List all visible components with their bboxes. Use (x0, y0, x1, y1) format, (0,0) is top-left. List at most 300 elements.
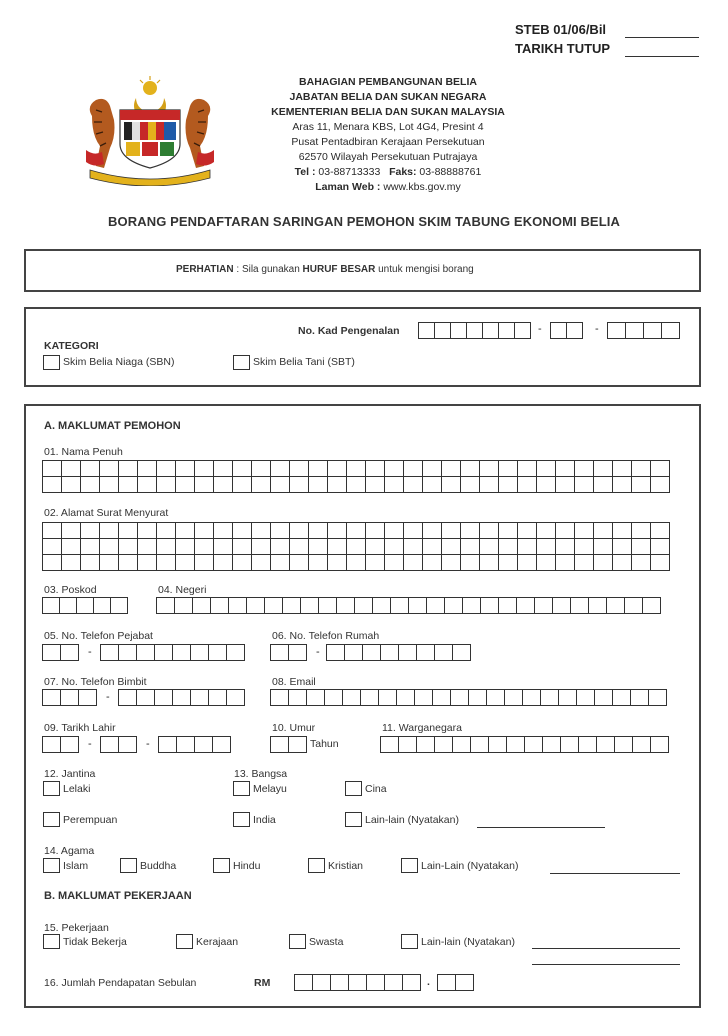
char-cell[interactable] (612, 476, 632, 493)
religion-other-label: Lain-Lain (Nyatakan) (421, 860, 519, 872)
char-cell[interactable] (441, 538, 461, 555)
char-cell[interactable] (99, 554, 119, 571)
char-cell[interactable] (536, 554, 556, 571)
char-cell[interactable] (650, 460, 670, 477)
char-cell[interactable] (289, 522, 309, 539)
religion-other-line[interactable] (550, 873, 680, 874)
char-cell[interactable] (650, 554, 670, 571)
christian-checkbox[interactable] (308, 858, 325, 873)
char-cell[interactable] (80, 476, 100, 493)
birth-date-label: 09. Tarikh Lahir (44, 722, 116, 734)
char-cell[interactable] (593, 554, 613, 571)
char-cell[interactable] (270, 554, 290, 571)
age-cells[interactable] (270, 736, 307, 753)
hindu-checkbox[interactable] (213, 858, 230, 873)
char-cell[interactable] (574, 538, 594, 555)
citizenship-cells[interactable] (380, 736, 669, 753)
islam-checkbox[interactable] (43, 858, 60, 873)
char-cell[interactable] (175, 476, 195, 493)
char-cell[interactable] (42, 476, 62, 493)
birth-day-cells[interactable] (42, 736, 79, 753)
char-cell[interactable] (308, 476, 328, 493)
char-cell[interactable] (441, 522, 461, 539)
char-cell[interactable] (574, 554, 594, 571)
char-cell[interactable] (612, 554, 632, 571)
char-cell[interactable] (327, 522, 347, 539)
char-cell[interactable] (264, 597, 283, 614)
unemployed-label: Tidak Bekerja (63, 936, 127, 948)
char-cell[interactable] (517, 476, 537, 493)
char-cell[interactable] (408, 597, 427, 614)
char-cell[interactable] (194, 538, 214, 555)
char-cell[interactable] (588, 597, 607, 614)
char-cell[interactable] (365, 476, 385, 493)
char-cell[interactable] (308, 460, 328, 477)
char-cell[interactable] (289, 460, 309, 477)
char-cell[interactable] (360, 689, 379, 706)
char-cell[interactable] (156, 460, 176, 477)
char-cell[interactable] (365, 554, 385, 571)
state-cells[interactable] (156, 597, 661, 614)
char-cell[interactable] (300, 597, 319, 614)
char-cell[interactable] (365, 538, 385, 555)
char-cell[interactable] (137, 554, 157, 571)
name-cells-row-2[interactable] (42, 476, 670, 493)
char-cell[interactable] (403, 476, 423, 493)
char-cell[interactable] (251, 522, 271, 539)
char-cell[interactable] (574, 522, 594, 539)
char-cell[interactable] (396, 689, 415, 706)
char-cell[interactable] (460, 460, 480, 477)
occupation-label: 15. Pekerjaan (44, 922, 109, 934)
char-cell[interactable] (232, 476, 252, 493)
char-cell[interactable] (80, 460, 100, 477)
char-cell[interactable] (156, 522, 176, 539)
char-cell[interactable] (517, 538, 537, 555)
char-cell[interactable] (336, 597, 355, 614)
char-cell[interactable] (555, 522, 575, 539)
char-cell[interactable] (422, 522, 442, 539)
fax-value: 03-88888761 (419, 166, 482, 178)
char-cell[interactable] (642, 597, 661, 614)
char-cell[interactable] (289, 538, 309, 555)
char-cell[interactable] (365, 460, 385, 477)
char-cell[interactable] (441, 460, 461, 477)
char-cell[interactable] (398, 736, 417, 753)
char-cell[interactable] (479, 460, 499, 477)
char-cell[interactable] (378, 689, 397, 706)
income-sen-cells[interactable] (437, 974, 474, 991)
char-cell[interactable] (365, 522, 385, 539)
char-cell[interactable] (175, 538, 195, 555)
tel-label: Tel : (294, 166, 316, 178)
char-cell[interactable] (432, 689, 451, 706)
char-cell[interactable] (175, 554, 195, 571)
char-cell[interactable] (346, 538, 366, 555)
address-cells-row-2[interactable] (42, 538, 670, 555)
char-cell[interactable] (118, 538, 138, 555)
char-cell[interactable] (648, 689, 667, 706)
char-cell[interactable] (422, 554, 442, 571)
office-phone-prefix-cells[interactable] (42, 644, 79, 661)
char-cell[interactable] (308, 538, 328, 555)
char-cell[interactable] (324, 689, 343, 706)
char-cell[interactable] (61, 538, 81, 555)
char-cell[interactable] (460, 538, 480, 555)
char-cell[interactable] (506, 736, 525, 753)
char-cell[interactable] (470, 736, 489, 753)
char-cell[interactable] (498, 554, 518, 571)
char-cell[interactable] (450, 689, 469, 706)
char-cell[interactable] (426, 597, 445, 614)
char-cell[interactable] (42, 554, 62, 571)
char-cell[interactable] (594, 689, 613, 706)
char-cell[interactable] (498, 538, 518, 555)
char-cell[interactable] (650, 538, 670, 555)
char-cell[interactable] (479, 538, 499, 555)
char-cell[interactable] (137, 460, 157, 477)
char-cell[interactable] (542, 736, 561, 753)
char-cell[interactable] (555, 460, 575, 477)
char-cell[interactable] (213, 554, 233, 571)
char-cell[interactable] (194, 460, 214, 477)
ref-number-line[interactable] (625, 37, 699, 38)
char-cell[interactable] (42, 460, 62, 477)
char-cell[interactable] (631, 522, 651, 539)
char-cell[interactable] (536, 538, 556, 555)
char-cell[interactable] (384, 554, 404, 571)
char-cell[interactable] (289, 476, 309, 493)
char-cell[interactable] (504, 689, 523, 706)
ic-part-1-cells[interactable] (418, 322, 531, 339)
char-cell[interactable] (118, 522, 138, 539)
char-cell[interactable] (342, 689, 361, 706)
char-cell[interactable] (403, 538, 423, 555)
char-cell[interactable] (624, 597, 643, 614)
race-other-line[interactable] (477, 827, 605, 828)
char-cell[interactable] (596, 736, 615, 753)
char-cell[interactable] (99, 538, 119, 555)
char-cell[interactable] (308, 522, 328, 539)
unemployed-checkbox[interactable] (43, 934, 60, 949)
birth-month-cells[interactable] (100, 736, 137, 753)
char-cell[interactable] (372, 597, 391, 614)
agency-line-4: Aras 11, Menara KBS, Lot 4G4, Presint 4 (292, 121, 484, 133)
agency-line-2: JABATAN BELIA DAN SUKAN NEGARA (289, 91, 487, 103)
char-cell[interactable] (137, 538, 157, 555)
occupation-other-checkbox[interactable] (401, 934, 418, 949)
char-cell[interactable] (632, 736, 651, 753)
char-cell[interactable] (327, 460, 347, 477)
char-cell[interactable] (251, 460, 271, 477)
char-cell[interactable] (498, 597, 517, 614)
char-cell[interactable] (270, 476, 290, 493)
char-cell[interactable] (213, 476, 233, 493)
char-cell[interactable] (452, 736, 471, 753)
char-cell[interactable] (42, 538, 62, 555)
female-label: Perempuan (63, 814, 118, 826)
char-cell[interactable] (468, 689, 487, 706)
char-cell[interactable] (498, 522, 518, 539)
notice-text-1: Sila gunakan (241, 264, 300, 275)
char-cell[interactable] (80, 554, 100, 571)
char-cell[interactable] (462, 597, 481, 614)
char-cell[interactable] (416, 736, 435, 753)
char-cell[interactable] (593, 460, 613, 477)
char-cell[interactable] (650, 476, 670, 493)
char-cell[interactable] (213, 522, 233, 539)
char-cell[interactable] (289, 554, 309, 571)
office-phone-number-cells[interactable] (100, 644, 245, 661)
private-checkbox[interactable] (289, 934, 306, 949)
char-cell[interactable] (99, 460, 119, 477)
ic-part-3-cells[interactable] (607, 322, 680, 339)
ic-part-2-cells[interactable] (550, 322, 583, 339)
race-other-label: Lain-lain (Nyatakan) (365, 814, 459, 826)
char-cell[interactable] (61, 522, 81, 539)
char-cell[interactable] (536, 522, 556, 539)
closing-date-line[interactable] (625, 56, 699, 57)
char-cell[interactable] (593, 538, 613, 555)
char-cell[interactable] (460, 522, 480, 539)
ic-number-label: No. Kad Pengenalan (298, 325, 400, 337)
sbt-checkbox[interactable] (233, 355, 250, 370)
char-cell[interactable] (403, 554, 423, 571)
char-cell[interactable] (516, 597, 535, 614)
char-cell[interactable] (552, 597, 571, 614)
char-cell[interactable] (228, 597, 247, 614)
char-cell[interactable] (118, 460, 138, 477)
char-cell[interactable] (570, 597, 589, 614)
char-cell[interactable] (517, 460, 537, 477)
char-cell[interactable] (282, 597, 301, 614)
agency-line-5: Pusat Pentadbiran Kerajaan Persekutuan (291, 136, 485, 148)
female-checkbox[interactable] (43, 812, 60, 827)
notice-label: PERHATIAN (176, 264, 234, 275)
char-cell[interactable] (441, 476, 461, 493)
section-b-title: B. MAKLUMAT PEKERJAAN (44, 890, 192, 902)
char-cell[interactable] (327, 476, 347, 493)
char-cell[interactable] (534, 597, 553, 614)
char-cell[interactable] (308, 554, 328, 571)
char-cell[interactable] (422, 538, 442, 555)
char-cell[interactable] (384, 460, 404, 477)
address-cells-row-3[interactable] (42, 554, 670, 571)
char-cell[interactable] (612, 522, 632, 539)
mobile-phone-number-cells[interactable] (118, 689, 245, 706)
char-cell[interactable] (80, 522, 100, 539)
address-cells-row-1[interactable] (42, 522, 670, 539)
char-cell[interactable] (422, 476, 442, 493)
char-cell[interactable] (384, 538, 404, 555)
char-cell[interactable] (232, 538, 252, 555)
birth-year-cells[interactable] (158, 736, 231, 753)
name-cells-row-1[interactable] (42, 460, 670, 477)
char-cell[interactable] (612, 689, 631, 706)
mobile-phone-prefix-cells[interactable] (42, 689, 97, 706)
char-cell[interactable] (327, 554, 347, 571)
char-cell[interactable] (560, 736, 579, 753)
char-cell[interactable] (174, 597, 193, 614)
char-cell[interactable] (156, 597, 175, 614)
char-cell[interactable] (175, 460, 195, 477)
char-cell[interactable] (61, 476, 81, 493)
char-cell[interactable] (194, 522, 214, 539)
char-cell[interactable] (498, 460, 518, 477)
char-cell[interactable] (631, 538, 651, 555)
char-cell[interactable] (576, 689, 595, 706)
sbn-checkbox[interactable] (43, 355, 60, 370)
char-cell[interactable] (194, 554, 214, 571)
char-cell[interactable] (460, 554, 480, 571)
char-cell[interactable] (232, 522, 252, 539)
char-cell[interactable] (118, 554, 138, 571)
char-cell[interactable] (403, 522, 423, 539)
char-cell[interactable] (612, 460, 632, 477)
char-cell[interactable] (593, 476, 613, 493)
buddha-checkbox[interactable] (120, 858, 137, 873)
char-cell[interactable] (213, 538, 233, 555)
char-cell[interactable] (555, 554, 575, 571)
char-cell[interactable] (346, 554, 366, 571)
char-cell[interactable] (306, 689, 325, 706)
char-cell[interactable] (246, 597, 265, 614)
char-cell[interactable] (194, 476, 214, 493)
char-cell[interactable] (318, 597, 337, 614)
char-cell[interactable] (414, 689, 433, 706)
char-cell[interactable] (327, 538, 347, 555)
char-cell[interactable] (346, 522, 366, 539)
char-cell[interactable] (479, 476, 499, 493)
char-cell[interactable] (380, 736, 399, 753)
char-cell[interactable] (210, 597, 229, 614)
char-cell[interactable] (251, 476, 271, 493)
char-cell[interactable] (536, 460, 556, 477)
char-cell[interactable] (536, 476, 556, 493)
char-cell[interactable] (270, 460, 290, 477)
char-cell[interactable] (61, 554, 81, 571)
char-cell[interactable] (444, 597, 463, 614)
occupation-other-line-2[interactable] (532, 964, 680, 965)
char-cell[interactable] (593, 522, 613, 539)
birth-date-dash-1: - (88, 738, 92, 750)
char-cell[interactable] (156, 476, 176, 493)
char-cell[interactable] (441, 554, 461, 571)
address-label: 02. Alamat Surat Menyurat (44, 507, 169, 519)
char-cell[interactable] (650, 736, 669, 753)
char-cell[interactable] (288, 689, 307, 706)
char-cell[interactable] (175, 522, 195, 539)
occupation-other-line-1[interactable] (532, 948, 680, 949)
char-cell[interactable] (390, 597, 409, 614)
char-cell[interactable] (118, 476, 138, 493)
char-cell[interactable] (99, 476, 119, 493)
char-cell[interactable] (578, 736, 597, 753)
indian-checkbox[interactable] (233, 812, 250, 827)
char-cell[interactable] (251, 538, 271, 555)
char-cell[interactable] (480, 597, 499, 614)
char-cell[interactable] (384, 476, 404, 493)
chinese-checkbox[interactable] (345, 781, 362, 796)
char-cell[interactable] (270, 689, 289, 706)
char-cell[interactable] (650, 522, 670, 539)
char-cell[interactable] (522, 689, 541, 706)
char-cell[interactable] (61, 460, 81, 477)
char-cell[interactable] (630, 689, 649, 706)
char-cell[interactable] (540, 689, 559, 706)
char-cell[interactable] (555, 476, 575, 493)
char-cell[interactable] (137, 476, 157, 493)
char-cell[interactable] (192, 597, 211, 614)
char-cell[interactable] (346, 476, 366, 493)
char-cell[interactable] (99, 522, 119, 539)
government-checkbox[interactable] (176, 934, 193, 949)
buddha-label: Buddha (140, 860, 177, 872)
home-phone-prefix-cells[interactable] (270, 644, 307, 661)
char-cell[interactable] (232, 460, 252, 477)
email-cells[interactable] (270, 689, 667, 706)
char-cell[interactable] (354, 597, 373, 614)
char-cell[interactable] (517, 554, 537, 571)
char-cell[interactable] (232, 554, 252, 571)
char-cell[interactable] (631, 476, 651, 493)
char-cell[interactable] (574, 460, 594, 477)
postcode-label: 03. Poskod (44, 584, 97, 596)
char-cell[interactable] (42, 522, 62, 539)
income-ringgit-cells[interactable] (294, 974, 421, 991)
char-cell[interactable] (479, 554, 499, 571)
char-cell[interactable] (574, 476, 594, 493)
malay-checkbox[interactable] (233, 781, 250, 796)
char-cell[interactable] (137, 522, 157, 539)
char-cell[interactable] (403, 460, 423, 477)
char-cell[interactable] (631, 460, 651, 477)
char-cell[interactable] (479, 522, 499, 539)
char-cell[interactable] (270, 538, 290, 555)
char-cell[interactable] (384, 522, 404, 539)
postcode-cells[interactable] (42, 597, 128, 614)
religion-other-checkbox[interactable] (401, 858, 418, 873)
char-cell[interactable] (156, 538, 176, 555)
char-cell[interactable] (460, 476, 480, 493)
char-cell[interactable] (422, 460, 442, 477)
char-cell[interactable] (614, 736, 633, 753)
char-cell[interactable] (434, 736, 453, 753)
char-cell[interactable] (156, 554, 176, 571)
char-cell[interactable] (488, 736, 507, 753)
char-cell[interactable] (555, 538, 575, 555)
state-label: 04. Negeri (158, 584, 207, 596)
char-cell[interactable] (517, 522, 537, 539)
char-cell[interactable] (612, 538, 632, 555)
char-cell[interactable] (213, 460, 233, 477)
char-cell[interactable] (558, 689, 577, 706)
race-other-checkbox[interactable] (345, 812, 362, 827)
char-cell[interactable] (251, 554, 271, 571)
char-cell[interactable] (270, 522, 290, 539)
char-cell[interactable] (486, 689, 505, 706)
char-cell[interactable] (631, 554, 651, 571)
agency-contact (228, 165, 548, 180)
home-phone-number-cells[interactable] (326, 644, 471, 661)
char-cell[interactable] (524, 736, 543, 753)
male-checkbox[interactable] (43, 781, 60, 796)
char-cell[interactable] (498, 476, 518, 493)
agency-web (228, 180, 548, 195)
char-cell[interactable] (606, 597, 625, 614)
char-cell[interactable] (346, 460, 366, 477)
char-cell[interactable] (80, 538, 100, 555)
